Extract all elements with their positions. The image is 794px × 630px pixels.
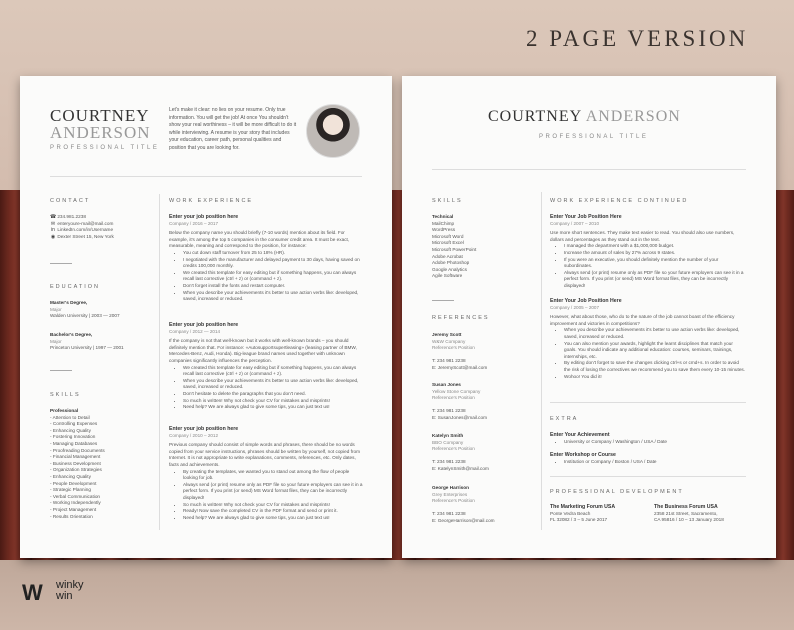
- resume-page-2: [402, 76, 776, 558]
- skill-item: Adobe Acrobat: [432, 253, 463, 259]
- job-bullet: • When you describe your achievements it's better to use action verbs like: developed, saved, increased or reduced.: [183, 378, 365, 391]
- professional-title: PROFESSIONAL TITLE: [50, 145, 160, 151]
- skill-item: - Managing Databases: [50, 440, 98, 446]
- job-bullet: • Ready! Now save the completed CV in the PDF format and send or print it.: [183, 508, 365, 515]
- skill-item: - Attention to Detail: [50, 414, 90, 420]
- job-description: Below the company name you should briefly (7-10 words) mention about its field. For example, it's among the top 5 companies in the consumer credit area. It must be exact, measurable, meaning and correspond to the position, for instance:: [169, 230, 350, 249]
- skills-list: [432, 214, 537, 280]
- job-description: However, what about those, who do to the nature of the job cannot boast of the efficiency improvement and victories in competitions?: [550, 314, 735, 326]
- reference-position: Reference's Position: [432, 446, 475, 452]
- development-item: [550, 504, 648, 524]
- education-heading: EDUCATION: [50, 284, 100, 290]
- skill-item: - Enhancing Quality: [50, 473, 91, 479]
- reference-name: George Harrison: [432, 485, 469, 490]
- last-name: ANDERSON: [50, 123, 151, 142]
- skill-item: Adobe Photoshop: [432, 260, 470, 266]
- reference-item: [432, 485, 537, 525]
- brand-mark: W: [22, 580, 40, 605]
- education-item: [50, 300, 155, 320]
- first-name: COURTNEY: [50, 106, 150, 125]
- professional-title: PROFESSIONAL TITLE: [539, 134, 649, 140]
- resume-page-1: [20, 76, 392, 558]
- job-title: Enter your job position here: [169, 322, 239, 328]
- reference-name: Katelyn Smith: [432, 433, 464, 438]
- job-bullet: • Increase the amount of sales by 27% across 9 states.: [564, 250, 746, 257]
- job-bullets: [169, 469, 365, 522]
- column-divider: [159, 194, 160, 530]
- job-bullet: • Don't hesitate to delete the paragraphs that you don't need.: [183, 391, 365, 398]
- extra-heading: EXTRA: [550, 416, 579, 422]
- job-company: Company / 2010 – 2012: [169, 432, 219, 438]
- skills-group: Professional: [50, 408, 79, 413]
- intro-text: Let's make it clear: no lies on your resume. Only true information. You will get the job! At once You shouldn't show your real worthiness – it will be more difficult to do it while interviewing. A resume is your story that includes your education, career path, personal qualities and position that you are looking for.: [169, 107, 297, 151]
- job-bullet: • I managed the department with a $1,000,000 budget.: [564, 243, 746, 250]
- extra-title: Enter Workshop or Course: [550, 452, 616, 458]
- references-heading: REFERENCES: [432, 315, 490, 321]
- job-bullet: • Wohoo! You did it!: [564, 374, 746, 381]
- education-field: Major: [50, 338, 62, 344]
- job-bullet: • You can also mention your awards, highlight the learnt disciplines that match your goals. You should indicate any additional education: courses, seminars, trainings, internships, etc.: [564, 341, 746, 361]
- email-icon: ✉: [50, 220, 56, 227]
- extra-title: Enter Your Achievement: [550, 432, 610, 438]
- reference-position: Reference's Position: [432, 395, 475, 401]
- extra-detail: • University or Company / Washington / USA / Date: [564, 439, 746, 446]
- reference-email: E: JeremyScott@mail.com: [432, 364, 488, 370]
- education-degree: Bachelor's Degree,: [50, 332, 93, 337]
- column-divider: [541, 192, 542, 530]
- job-bullet: • Don't forget install the fonts and restart computer.: [183, 283, 365, 290]
- reference-email: E: GeorgeHarrison@mail.com: [432, 517, 495, 523]
- job-bullet: • So much is written! Why not check your CV for mistakes and misprints!: [183, 398, 365, 405]
- skill-item: - Proofreading Documents: [50, 447, 105, 453]
- job-entry: [169, 214, 365, 303]
- phone-icon: ☎: [50, 214, 57, 220]
- reference-company: W&W Company: [432, 338, 466, 344]
- reference-item: [432, 433, 537, 473]
- job-title: Enter Your Job Position Here: [550, 214, 622, 220]
- job-bullet: • Always send (or print) resume only as PDF file so your future employers can see it in a perfect form. If you print (or send) MS Word format files, they can be incorrectly displayed!: [183, 482, 365, 502]
- job-bullet: • When you describe your achievements it's better to use action verbs like: developed, saved, increased or reduced.: [564, 327, 746, 340]
- job-bullet: • So much is written! Why not check your CV for mistakes and misprints!: [183, 502, 365, 509]
- extra-item: [550, 432, 746, 445]
- reference-company: BBO Company: [432, 439, 464, 445]
- linkedin-icon: in: [51, 227, 55, 234]
- contact-list: [50, 214, 155, 240]
- brand-name: [56, 580, 84, 602]
- job-title: Enter your job position here: [169, 214, 239, 220]
- skill-item: - Verbal Communication: [50, 493, 101, 499]
- skill-item: WordPress: [432, 227, 456, 233]
- work-heading: WORK EXPERIENCE: [169, 198, 254, 204]
- job-entry: [169, 426, 365, 521]
- job-bullet: • Always send (or print) resume only as PDF file so your future employers can see it in a perfect form. If you print (or send) MS Word format files, they can be incorrectly displayed!: [564, 270, 746, 290]
- job-description: Use more short sentences. They make text easier to read. You should also use numbers, dollars and percentages as they stand out in the text.: [550, 230, 735, 242]
- extra-detail: • Institution or Company / Boston / USA / Date: [564, 459, 746, 466]
- job-entry: [550, 298, 746, 380]
- contact-phone: 234.981.2238: [57, 214, 86, 219]
- full-name: [488, 108, 681, 126]
- education-item: [50, 332, 155, 352]
- short-divider: [432, 300, 454, 301]
- reference-email: E: KatelynSmith@mail.com: [432, 465, 489, 471]
- development-location: Ponte Vedra Beach: [550, 510, 591, 516]
- reference-item: [432, 382, 537, 422]
- reference-email: E: SusanJones@mail.com: [432, 414, 488, 420]
- development-item: [654, 504, 754, 524]
- header-divider: [50, 176, 362, 177]
- short-divider: [50, 263, 72, 264]
- skills-heading: SKILLS: [50, 392, 81, 398]
- reference-position: Reference's Position: [432, 498, 475, 504]
- job-bullet: • We created this template for easy editing but if something happens, you can always recall last corrective (ctrl + z) or (command + z).: [183, 270, 365, 283]
- reference-company: Grey Enterprises: [432, 491, 468, 497]
- skill-item: - Results Orientation: [50, 513, 93, 519]
- header-divider: [432, 169, 746, 170]
- reference-item: [432, 332, 537, 372]
- profile-photo: [306, 104, 360, 158]
- job-company: Company / 2016 – 2017: [169, 220, 219, 226]
- skill-item: - People Development: [50, 480, 97, 486]
- job-company: Company / 2005 – 2007: [550, 304, 600, 310]
- background-floor: [0, 560, 794, 630]
- skill-item: Agile Software: [432, 273, 463, 279]
- skill-item: - Fostering Innovation: [50, 434, 96, 440]
- education-detail: Walden University | 2003 — 2007: [50, 313, 120, 319]
- contact-address: Dexter Street 15, New York: [57, 233, 114, 239]
- first-name: COURTNEY: [488, 108, 582, 125]
- development-date: CA 95816 / 10 – 13 January 2018: [654, 517, 724, 523]
- contact-heading: CONTACT: [50, 198, 91, 204]
- job-bullets: [169, 365, 365, 411]
- job-bullets: [550, 243, 746, 289]
- skill-item: Google Analytics: [432, 266, 467, 272]
- education-detail: Princeton University | 1997 — 2001: [50, 345, 124, 351]
- job-bullets: [169, 250, 365, 303]
- contact-linkedin: LinkedIn.com/in/Username: [57, 227, 114, 233]
- job-bullet: • I negotiated with the manufacturer and delayed payment to 30 days, having saved on credits 100,000 monthly.: [183, 257, 365, 270]
- last-name: ANDERSON: [585, 108, 681, 125]
- reference-phone: T: 234 981 2238: [432, 358, 466, 364]
- reference-phone: T: 234 981 2238: [432, 511, 466, 517]
- job-company: Company / 2007 – 2010: [550, 220, 600, 226]
- reference-company: Yellow Stone Company: [432, 388, 481, 394]
- reference-name: Susan Jones: [432, 382, 461, 387]
- job-entry: [550, 214, 746, 290]
- skill-item: - Financial Management: [50, 454, 101, 460]
- skills-list: [50, 408, 155, 520]
- work-continued-heading: WORK EXPERIENCE CONTINUED: [550, 198, 689, 204]
- reference-phone: T: 234 981 2238: [432, 408, 466, 414]
- skill-item: - Controlling Expenses: [50, 421, 98, 427]
- skill-item: - Enhancing Quality: [50, 427, 91, 433]
- skill-item: Microsoft Excel: [432, 240, 464, 246]
- reference-position: Reference's Position: [432, 345, 475, 351]
- job-title: Enter Your Job Position Here: [550, 298, 622, 304]
- reference-name: Jeremy Scott: [432, 332, 462, 337]
- development-heading: PROFESSIONAL DEVELOPMENT: [550, 489, 684, 495]
- section-divider: [550, 476, 746, 477]
- job-description: If the company is not that well-known but it works with well-known brands – you should definitely mention that. For instance: «Autosupportsupertleasing» (leasing partner of BMW, Mercedes-Benz, Audi, Honda). Big-league brand names used together with unknown companies significantly influences the perception.: [169, 338, 357, 363]
- job-bullet: • By creating the templates, we wanted you to stand out among the flow of people looking for job.: [183, 469, 365, 482]
- contact-email: enteryoure-mail@mail.com: [57, 220, 114, 226]
- skill-item: Microsoft PowerPoint: [432, 246, 477, 252]
- skill-item: - Project Management: [50, 506, 97, 512]
- extra-item: [550, 452, 746, 465]
- skills-heading: SKILLS: [432, 198, 463, 204]
- education-field: Major: [50, 306, 62, 312]
- job-description: Previous company should consist of simple words and phrases, there should be no words copied from your service instructions, phrases should be written by yourself, not copied from Internet. It is not appropriate to write explanations, comments, references, etc. Only dates, facts and achievements.: [169, 442, 360, 467]
- version-banner: 2 PAGE VERSION: [526, 26, 749, 51]
- skill-item: - Strategic Planning: [50, 487, 91, 493]
- job-bullet: • We created this template for easy editing but if something happens, you can always recall last corrective (ctrl + z) or (command + z).: [183, 365, 365, 378]
- brand-line: win: [56, 590, 73, 602]
- section-divider: [550, 402, 746, 403]
- location-icon: ◉: [50, 233, 56, 240]
- brand-line: winky: [56, 579, 84, 591]
- job-bullet: • If you were an executive, you should definitely mention the number of your subordinates.: [564, 257, 746, 270]
- job-bullet: • When you describe your achievements it's better to use action verbs like: developed, saved, increased or reduced.: [183, 290, 365, 303]
- job-entry: [169, 322, 365, 411]
- job-bullets: [550, 327, 746, 380]
- development-date: FL 32082 / 3 – 5 June 2017: [550, 517, 608, 523]
- job-bullet: • Need help? We are always glad to give some tips, you can just text us!: [183, 404, 365, 411]
- job-bullet: • Need help? We are always glad to give some tips, you can just text us!: [183, 515, 365, 522]
- job-bullet: • You cut down staff turnover from 25 to 18% (HR).: [183, 250, 365, 257]
- job-company: Company / 2012 — 2014: [169, 328, 221, 334]
- skills-group: Technical: [432, 214, 454, 219]
- skill-item: - Working Independently: [50, 500, 101, 506]
- skill-item: - Organization Strategies: [50, 467, 102, 473]
- education-degree: Master's Degree,: [50, 300, 88, 305]
- development-title: The Business Forum USA: [654, 504, 718, 510]
- short-divider: [50, 370, 72, 371]
- job-bullet: • By editing don't forget to save the changes clicking ctrl+s or cmd+s. In order to avoid the risk of losing the correctives we recommend you to save them every 10-15 minutes.: [564, 360, 746, 373]
- development-title: The Marketing Forum USA: [550, 504, 616, 510]
- development-location: 2358 21st Street, Sacramento,: [654, 510, 718, 516]
- reference-phone: T: 234 981 2238: [432, 459, 466, 465]
- brand-logo: [22, 580, 112, 612]
- job-title: Enter your job position here: [169, 426, 239, 432]
- skill-item: Microsoft Word: [432, 233, 464, 239]
- skill-item: MailChimp: [432, 220, 455, 226]
- skill-item: - Business Development: [50, 460, 101, 466]
